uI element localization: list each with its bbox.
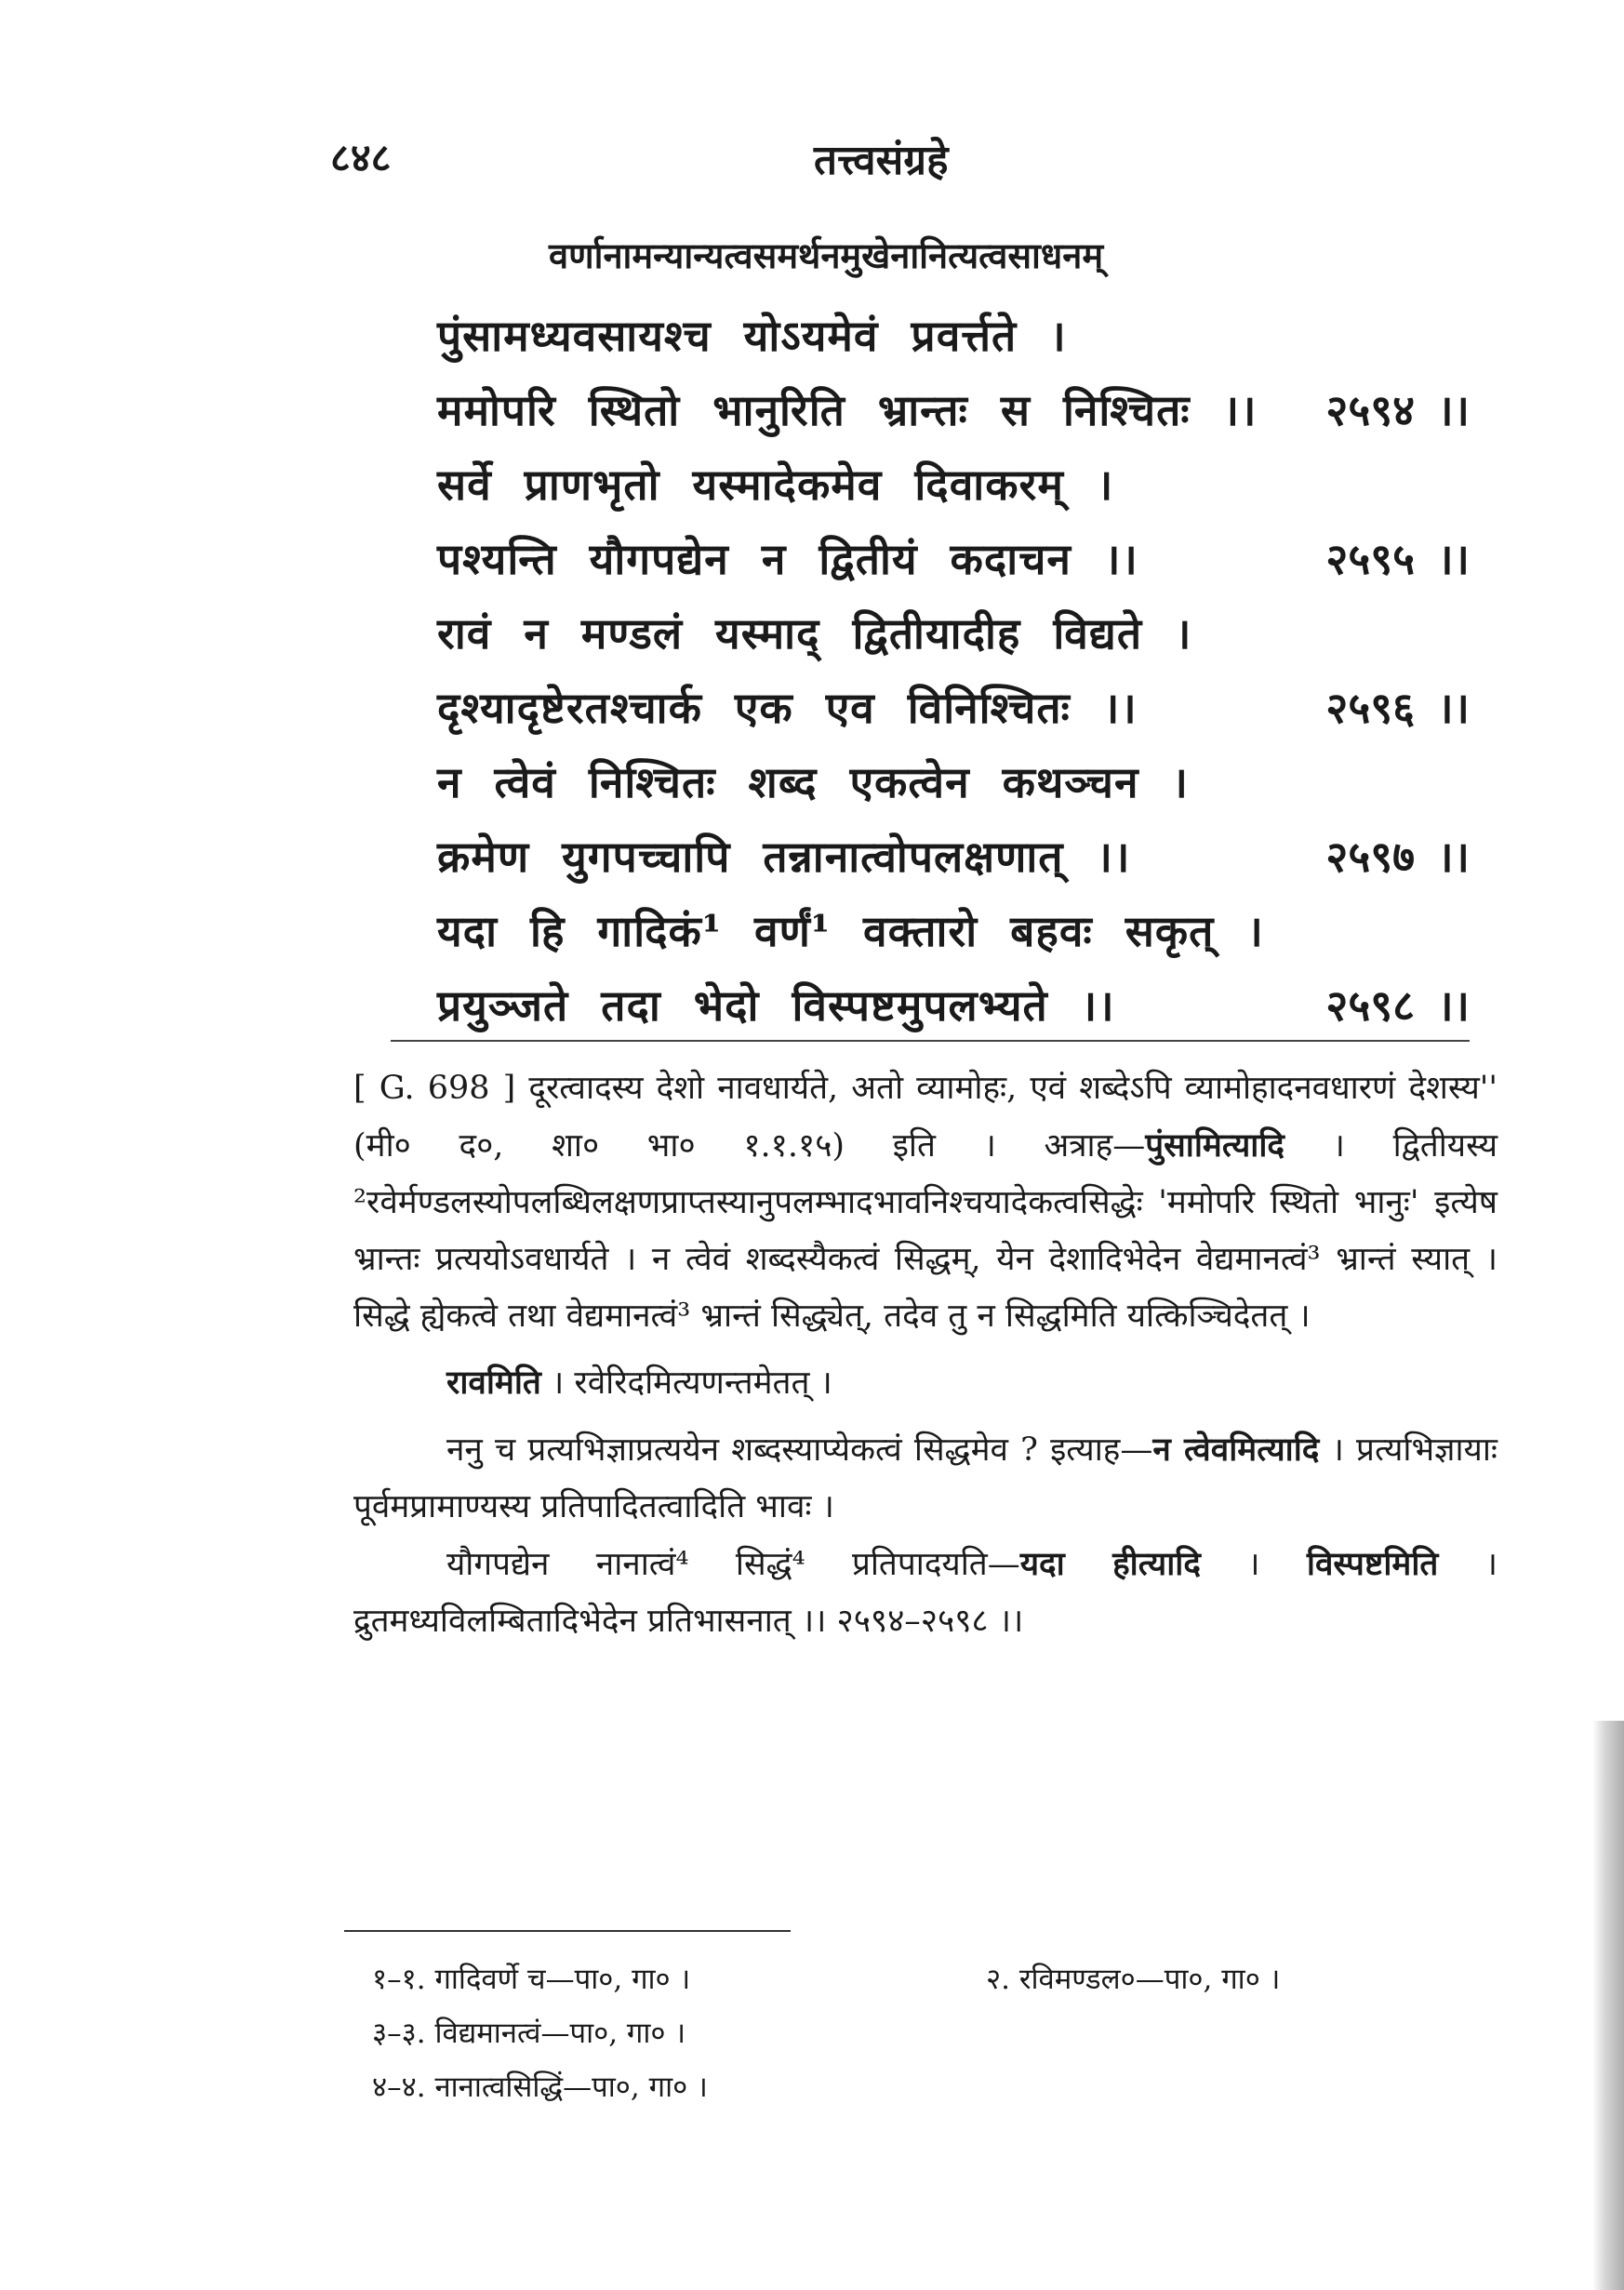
commentary-text: । द्वितीयस्य ²रवेर्मण्डलस्योपलब्धिलक्षणप्राप्तस्यानुपलम्भादभावनिश्चयादेकत्वसिद्धेः 'ममोपरि स्थितो भानुः' इत्येष भ्रान्तः प्रत्ययोऽवधार्यते । न त्वेवं शब्दस्यैकत्वं सिद्धम्, येन देशादिभेदेन वेद्यमानत्वं³ भ्रान्तं स्यात् । सिद्धे ह्येकत्वे तथा वेद्यमानत्वं³ भ्रान्तं सिद्ध्येत्, तदेव तु न सिद्धमिति यत्किञ्चिदेतत् । <box>353 1127 1498 1335</box>
verse-text: पुंसामध्यवसायश्च योऽयमेवं प्रवर्त्तते । <box>437 311 1067 361</box>
verse-text: न त्वेवं निश्चितः शब्द एकत्वेन कथञ्चन । <box>437 757 1189 807</box>
commentary-text: । द्रुतमध्यविलम्बितादिभेदेन प्रतिभासनात् ।। २५९४–२५९८ ।। <box>353 1546 1498 1640</box>
footnote: ३–३. विद्यमानत्वं—पा०, गा० । <box>372 2017 686 2050</box>
verse-number: २५९४ ।। <box>1325 385 1470 435</box>
commentary-keyword: विस्पष्टमिति <box>1306 1545 1439 1583</box>
verse-number: २५९६ ।। <box>1325 683 1470 733</box>
footnote-row <box>372 2005 1470 2059</box>
footnotes <box>372 1951 1470 2113</box>
verse-text: ममोपरि स्थितो भानुरिति भ्रान्तः स निश्चितः ।। <box>437 385 1258 435</box>
commentary-text: । रवेरिदमित्यणन्तमेतत् । <box>540 1365 832 1402</box>
commentary-text: ननु च प्रत्यभिज्ञाप्रत्ययेन शब्दस्याप्येकत्वं सिद्धमेव ? इत्याह— <box>446 1431 1153 1469</box>
verse-text: रावं न मण्डलं यस्माद् द्वितीयादीह विद्यते । <box>437 608 1192 659</box>
section-heading: वर्णानामन्यान्यत्वसमर्थनमुखेनानित्यत्वसाधनम् <box>549 234 1104 276</box>
commentary-keyword: पुंसामित्यादि <box>1145 1126 1285 1165</box>
verse-number: २५९५ ।। <box>1325 534 1470 584</box>
commentary-paragraph <box>353 1536 1498 1650</box>
footnote: १–१. गादिवर्णे च—पा०, गा० । <box>372 1963 691 1996</box>
verse-divider <box>391 1040 1470 1042</box>
verse-line <box>437 595 1470 670</box>
footnote-row <box>372 2059 1470 2113</box>
verse-line <box>437 670 1470 744</box>
commentary-text: । <box>1200 1546 1307 1583</box>
commentary-paragraph <box>353 1421 1498 1536</box>
verse-line <box>437 893 1470 967</box>
book-spine-shadow <box>1592 1721 1624 2290</box>
verse-text: दृश्यादृष्टेरतश्चार्क एक एव विनिश्चितः ।। <box>437 683 1138 733</box>
verse-line <box>437 521 1470 595</box>
verse-line <box>437 372 1470 446</box>
footnote-row <box>372 1951 1470 2005</box>
commentary-paragraph <box>353 1354 1498 1412</box>
verse-line <box>437 819 1470 893</box>
verse-line <box>437 298 1470 372</box>
commentary-keyword: यदा हीत्यादि <box>1019 1545 1201 1583</box>
footnote: ४–४. नानात्वसिद्धिं—पा०, गा० । <box>372 2070 708 2104</box>
commentary-text: [ G. 698 ] दूरत्वादस्य देशो नावधार्यते, अतो व्यामोहः, एवं शब्देऽपि व्यामोहादनवधारणं देशस्य'' (मी० द०, शा० भा० १.१.१५) इति । अत्राह— <box>353 1070 1498 1165</box>
verse-text: प्रयुञ्जते तदा भेदो विस्पष्टमुपलभ्यते ।। <box>437 980 1115 1031</box>
commentary <box>353 1060 1498 1650</box>
verse-line <box>437 446 1470 521</box>
commentary-keyword: रावमिति <box>446 1364 541 1402</box>
verse-line <box>437 967 1470 1042</box>
verse-line <box>437 744 1470 819</box>
verse-text: सर्वे प्राणभृतो यस्मादेकमेव दिवाकरम् । <box>437 459 1114 510</box>
commentary-text: यौगपद्येन नानात्वं⁴ सिद्धं⁴ प्रतिपादयति— <box>446 1546 1020 1583</box>
verse-number: २५९८ ।। <box>1325 980 1470 1031</box>
page-header <box>330 130 1493 195</box>
page-number: ८४८ <box>330 135 392 180</box>
verse-number: २५९७ ।। <box>1325 832 1470 882</box>
commentary-paragraph <box>353 1060 1498 1345</box>
verse-text: क्रमेण युगपच्चापि तन्नानात्वोपलक्षणात् ।। <box>437 832 1131 882</box>
running-title: तत्त्वसंग्रहे <box>814 137 949 184</box>
commentary-text: । प्रत्यभिज्ञायाः पूर्वमप्रामाण्यस्य प्रतिपादितत्वादिति भावः । <box>353 1431 1498 1525</box>
footnote-divider <box>344 1930 791 1932</box>
verse-text: यदा हि गादिकं¹ वर्णं¹ वक्तारो बहवः सकृत् । <box>437 906 1264 956</box>
verse-block <box>437 298 1470 1042</box>
footnote: २. रविमण्डल०—पा०, गा० । <box>986 1963 1281 1996</box>
commentary-keyword: न त्वेवमित्यादि <box>1152 1431 1320 1469</box>
verse-text: पश्यन्ति यौगपद्येन न द्वितीयं कदाचन ।। <box>437 534 1138 584</box>
